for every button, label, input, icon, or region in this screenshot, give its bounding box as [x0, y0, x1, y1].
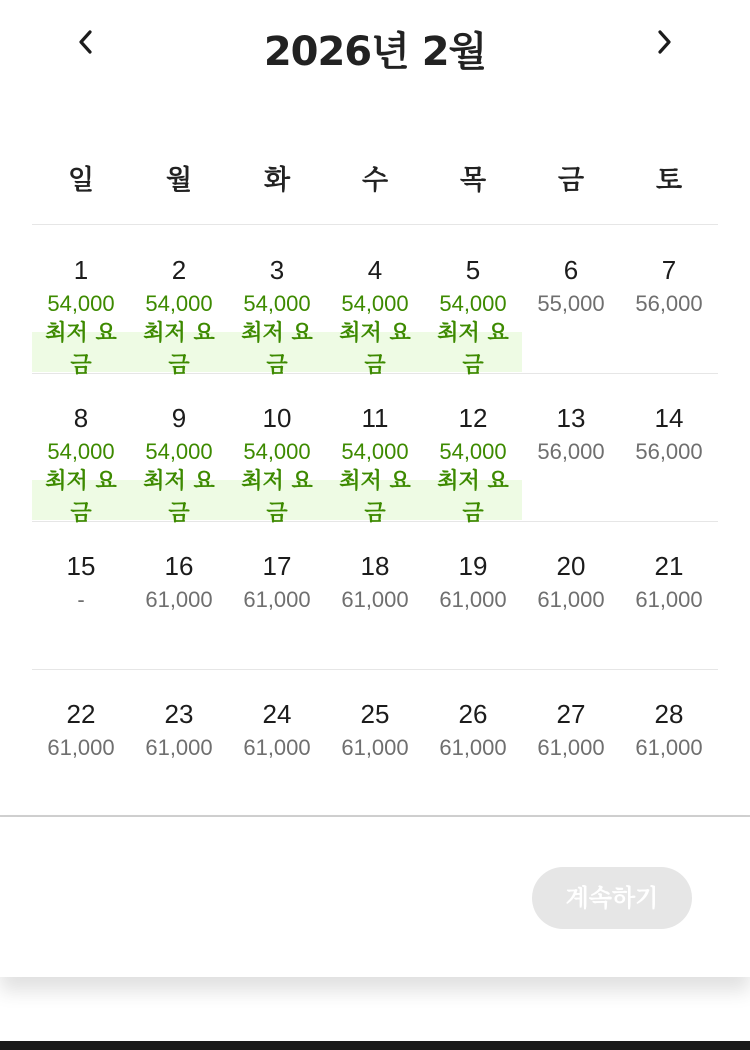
weekday-wed: 수: [361, 165, 389, 196]
day-cell[interactable]: [326, 374, 424, 530]
day-number: 15: [66, 551, 96, 581]
day-cell[interactable]: [32, 374, 130, 530]
calendar-grid: [32, 226, 718, 818]
continue-button[interactable]: 계속하기: [532, 867, 692, 929]
next-month-button[interactable]: [644, 22, 684, 62]
day-cell[interactable]: [326, 226, 424, 382]
lowest-fare-tag: 최저 요금: [437, 469, 509, 526]
lowest-fare-tag: 최저 요금: [45, 469, 117, 526]
day-cell[interactable]: [522, 226, 620, 382]
day-number: 8: [73, 403, 89, 433]
day-number: 7: [661, 255, 677, 285]
day-number: 2: [171, 255, 187, 285]
day-price: 56,000: [537, 439, 605, 464]
day-price: 61,000: [439, 735, 507, 760]
day-number: 24: [262, 699, 292, 729]
week-row: [32, 670, 718, 818]
day-cell[interactable]: [32, 522, 130, 669]
day-cell[interactable]: [424, 374, 522, 530]
day-cell[interactable]: [620, 374, 718, 530]
lowest-fare-tag: 최저 요금: [437, 321, 509, 378]
day-price: 61,000: [145, 587, 213, 612]
day-number: 25: [360, 699, 390, 729]
day-cell[interactable]: [522, 670, 620, 818]
day-number: 11: [361, 403, 389, 433]
day-number: 3: [269, 255, 285, 285]
day-price: 61,000: [635, 735, 703, 760]
day-number: 21: [654, 551, 684, 581]
day-number: 5: [465, 255, 481, 285]
day-price: 61,000: [47, 735, 115, 760]
weekday-sun: 일: [67, 165, 95, 196]
day-number: 18: [360, 551, 390, 581]
day-cell[interactable]: [522, 522, 620, 669]
weekday-fri: 금: [557, 165, 585, 196]
day-cell[interactable]: [32, 226, 130, 382]
day-number: 26: [458, 699, 488, 729]
calendar-header: [0, 0, 750, 100]
day-price: 61,000: [243, 587, 311, 612]
day-price: 61,000: [635, 587, 703, 612]
week-row: [32, 226, 718, 378]
day-price: 54,000: [47, 439, 115, 464]
day-price: 61,000: [145, 735, 213, 760]
day-cell[interactable]: [130, 374, 228, 530]
day-number: 9: [171, 403, 187, 433]
day-price: 61,000: [537, 735, 605, 760]
week-row: [32, 374, 718, 526]
day-number: 13: [556, 403, 586, 433]
day-cell[interactable]: [522, 374, 620, 530]
day-number: 16: [164, 551, 194, 581]
day-price: 54,000: [341, 439, 409, 464]
day-number: 19: [458, 551, 488, 581]
day-cell[interactable]: [620, 522, 718, 669]
day-price: 54,000: [145, 439, 213, 464]
day-price: -: [77, 587, 85, 612]
day-price: 54,000: [439, 439, 507, 464]
day-cell[interactable]: [620, 670, 718, 818]
day-price: 54,000: [47, 291, 115, 316]
weekday-header-row: [32, 140, 718, 225]
week-row: [32, 522, 718, 670]
day-price: 56,000: [635, 439, 703, 464]
day-cell[interactable]: [32, 670, 130, 818]
day-number: 14: [654, 403, 684, 433]
bottom-edge-bar: [0, 1041, 750, 1050]
weekday-thu: 목: [459, 165, 487, 196]
day-price: 61,000: [439, 587, 507, 612]
day-cell[interactable]: [424, 226, 522, 382]
day-price: 61,000: [537, 587, 605, 612]
day-number: 10: [262, 403, 292, 433]
day-number: 6: [563, 255, 579, 285]
day-number: 22: [66, 699, 96, 729]
day-cell[interactable]: [326, 522, 424, 669]
day-cell[interactable]: [228, 226, 326, 382]
day-price: 61,000: [243, 735, 311, 760]
day-cell[interactable]: [130, 522, 228, 669]
day-price: 54,000: [145, 291, 213, 316]
day-price: 54,000: [243, 291, 311, 316]
day-cell[interactable]: [620, 226, 718, 382]
day-number: 4: [367, 255, 383, 285]
weekday-mon: 월: [165, 165, 193, 196]
weekday-tue: 화: [263, 165, 291, 196]
day-price: 61,000: [341, 735, 409, 760]
chevron-right-icon: [653, 29, 675, 55]
day-number: 1: [73, 255, 89, 285]
day-cell[interactable]: [130, 670, 228, 818]
day-number: 20: [556, 551, 586, 581]
lowest-fare-tag: 최저 요금: [143, 321, 215, 378]
day-number: 28: [654, 699, 684, 729]
day-number: 17: [262, 551, 292, 581]
day-price: 54,000: [243, 439, 311, 464]
day-cell[interactable]: [326, 670, 424, 818]
day-cell[interactable]: [228, 522, 326, 669]
day-price: 56,000: [635, 291, 703, 316]
lowest-fare-tag: 최저 요금: [241, 469, 313, 526]
day-number: 23: [164, 699, 194, 729]
lowest-fare-tag: 최저 요금: [339, 321, 411, 378]
day-price: 61,000: [341, 587, 409, 612]
day-price: 54,000: [341, 291, 409, 316]
weekday-sat: 토: [655, 165, 683, 196]
day-cell[interactable]: [228, 374, 326, 530]
lowest-fare-tag: 최저 요금: [339, 469, 411, 526]
day-number: 27: [556, 699, 586, 729]
lowest-fare-tag: 최저 요금: [143, 469, 215, 526]
lowest-fare-tag: 최저 요금: [45, 321, 117, 378]
day-price: 54,000: [439, 291, 507, 316]
lowest-fare-tag: 최저 요금: [241, 321, 313, 378]
day-price: 55,000: [537, 291, 605, 316]
day-cell[interactable]: [228, 670, 326, 818]
footer-bar: [0, 817, 750, 977]
day-cell[interactable]: [424, 522, 522, 669]
month-title: 2026년 2월: [263, 29, 487, 75]
day-number: 12: [458, 403, 488, 433]
day-cell[interactable]: [130, 226, 228, 382]
day-cell[interactable]: [424, 670, 522, 818]
